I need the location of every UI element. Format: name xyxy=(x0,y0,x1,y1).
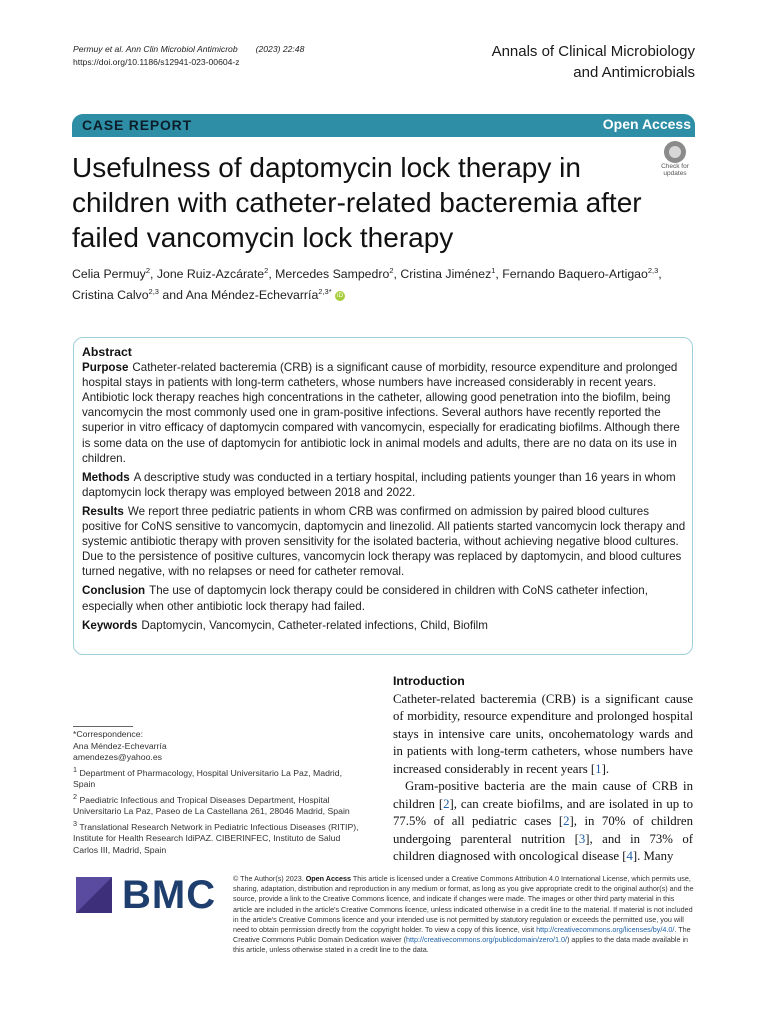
affiliation: $^2$ Paediatric Infectious and Tropical Diseases Department, Hospital Universitario La Paz, Paseo de La Castellana 261, 28046 Madrid, Spain xyxy=(73,791,350,817)
author: Ana Méndez-Echevarría$^{2,3*}$ xyxy=(185,287,332,303)
correspondence-name: Ana Méndez-Echevarría xyxy=(73,740,167,751)
abstract-purpose: Purpose Catheter-related bacteremia (CRB) is a significant cause of morbidity, resource expenditure and prolonged hospital stays in patients with long-term catheters, whose numbers have increased considerably in recent years. Antibiotic lock therapy reaches high concentrations in the catheter, allowing good penetration into the biofilm, being vancomycin the most commonly used one in gram-positive infections. Several authors have recently reported the superior in vitro efficacy of daptomycin compared with vancomycin, especially for eradicating biofilms. Although there is some data on the use of daptomycin for antibiotic lock in animal models and adults, there are no data on its use in children. xyxy=(82,361,680,465)
citation-header xyxy=(73,43,304,69)
author: Mercedes Sampedro$^2$ xyxy=(275,266,394,282)
license-link[interactable]: http://creativecommons.org/licenses/by/4.0/ xyxy=(536,925,675,935)
author-list: Celia Permuy$^2$, Jone Ruiz-Azcárate$^2$, Mercedes Sampedro$^2$, Cristina Jiménez$^1$, Fernando Baquero-Artigao$^{2,3}$, Cristina Calvo$^{2,3}$ and Ana Méndez-Echevarría$^{2,3*}$ iD xyxy=(72,266,662,303)
article-type: CASE REPORT xyxy=(82,117,192,133)
check-updates-icon xyxy=(664,141,686,163)
journal-name: Annals of Clinical Microbiology and Antimicrobials xyxy=(491,43,695,81)
bmc-logo: BMC xyxy=(76,877,216,913)
abstract-results: Results We report three pediatric patients in whom CRB was confirmed on admission by paired blood cultures positive for CoNS sensitive to vancomycin, daptomycin and linezolid. All patients started vancomycin lock therapy and systemic antibiotic therapy with proven sensitivity for the isolated bacteria, without achieving negative blood cultures. Due to the persistence of positive cultures, vancomycin lock therapy was replaced by daptomycin, and blood cultures turned negative, with no relapses or need for catheter removal. xyxy=(82,504,686,579)
doi-link[interactable]: https://doi.org/10.1186/s12941-023-00604-z xyxy=(73,57,240,67)
author: Fernando Baquero-Artigao$^{2,3}$ xyxy=(502,266,659,282)
introduction-heading: Introduction xyxy=(393,674,465,688)
reference-link[interactable]: 4 xyxy=(626,849,633,863)
author: Cristina Jiménez$^1$ xyxy=(400,266,496,282)
open-access-label: Open Access xyxy=(602,116,691,132)
article-type-banner xyxy=(72,114,695,137)
correspondence-email[interactable]: amendezes@yahoo.es xyxy=(73,752,162,763)
license-text: © The Author(s) 2023. Open Access This article is licensed under a Creative Commons Attribution 4.0 International License, which permits use, sharing, adaptation, distribution and reproduction in any medium or format, as long as you give appropriate credit to the original author(s) and the source, provide a link to the Creative Commons licence, and indicate if changes were made. The images or other third party material in this article are included in the article's Creative Commons licence, unless indicated otherwise in a credit line to the material. If material is not included in the article's Creative Commons licence and your intended use is not permitted by statutory regulation or exceeds the permitted use, you will need to obtain permission directly from the copyright holder. To view a copy of this licence, visit http://creativecommons.org/licenses/by/4.0/. The Creative Commons Public Domain Dedication waiver (http://creativecommons.org/publicdomain/zero/1.0/) applies to the data made available in this article, unless otherwise stated in a credit line to the data. xyxy=(233,874,694,955)
citation-authors: Permuy et al. Ann Clin Microbiol Antimicrob xyxy=(73,44,238,54)
article-title: Usefulness of daptomycin lock therapy in children with catheter-related bacteremia after failed vancomycin lock therapy xyxy=(72,152,642,253)
reference-link[interactable]: 3 xyxy=(578,831,586,846)
abstract-box xyxy=(73,337,693,655)
affiliation: $^3$ Translational Research Network in Pediatric Infectious Diseases (RITIP), Institute for Health Research IdiPAZ. CIBERINFEC, Instituto de Salud Carlos III, Madrid, Spain xyxy=(73,818,359,856)
author: Celia Permuy$^2$ xyxy=(72,266,150,282)
abstract-heading: Abstract xyxy=(82,345,132,359)
divider xyxy=(73,726,133,727)
bmc-logo-mark-icon xyxy=(76,877,112,913)
correspondence-block: *Correspondence: Ana Méndez-Echevarría amendezes@yahoo.es $^1$ Department of Pharmacology, Hospital Universitario La Paz, Madrid, Spain $^2$ Paediatric Infectious and Tropical Diseases Department, Hospital Universitario La Paz, Paseo de La Castellana 261, 28046 Madrid, Spain $^3$ Translational Research Network in Pediatric Infectious Diseases (RITIP), Institute for Health Research IdiPAZ. CIBERINFEC, Instituto de Salud Carlos III, Madrid, Spain xyxy=(73,726,363,857)
intro-paragraph: Gram-positive bacteria are the main cause of CRB in children [2], can create biofilms, and are isolated in up to 77.5% of all pediatric cases [2], in 70% of children undergoing parenteral nutrition [3], and in 73% of children diagnosed with oncological disease [4]. Many xyxy=(393,779,694,863)
citation-year: (2023) 22:48 xyxy=(255,44,305,54)
public-domain-link[interactable]: http://creativecommons.org/publicdomain/zero/1.0/ xyxy=(405,935,567,945)
abstract-methods: Methods A descriptive study was conducted in a tertiary hospital, including patients younger than 16 years in whom daptomycin lock therapy was employed between 2018 and 2022. xyxy=(82,470,676,499)
intro-paragraph: Catheter-related bacteremia (CRB) is a significant cause of morbidity, resource expenditure and prolonged hospital stays in intensive care units, oncohematology wards and in patients with long-term catheters, whose numbers have increased considerably in recent years [1]. xyxy=(393,691,693,776)
abstract-conclusion: Conclusion The use of daptomycin lock therapy could be considered in children with CoNS catheter infection, especially when other antibiotic lock therapy had failed. xyxy=(82,584,648,613)
affiliation: $^1$ Department of Pharmacology, Hospital Universitario La Paz, Madrid, Spain xyxy=(73,764,342,790)
author: Cristina Calvo$^{2,3}$ xyxy=(72,287,159,303)
orcid-icon[interactable]: iD xyxy=(337,291,344,299)
reference-link[interactable]: 2 xyxy=(443,796,450,811)
reference-link[interactable]: 2 xyxy=(563,814,570,828)
reference-link[interactable]: 1 xyxy=(595,761,602,776)
check-for-updates-badge[interactable]: Check for updates xyxy=(656,141,694,181)
introduction-section xyxy=(393,673,693,866)
author: Jone Ruiz-Azcárate$^2$ xyxy=(156,266,269,282)
abstract-keywords: Keywords Daptomycin, Vancomycin, Catheter-related infections, Child, Biofilm xyxy=(82,618,488,632)
